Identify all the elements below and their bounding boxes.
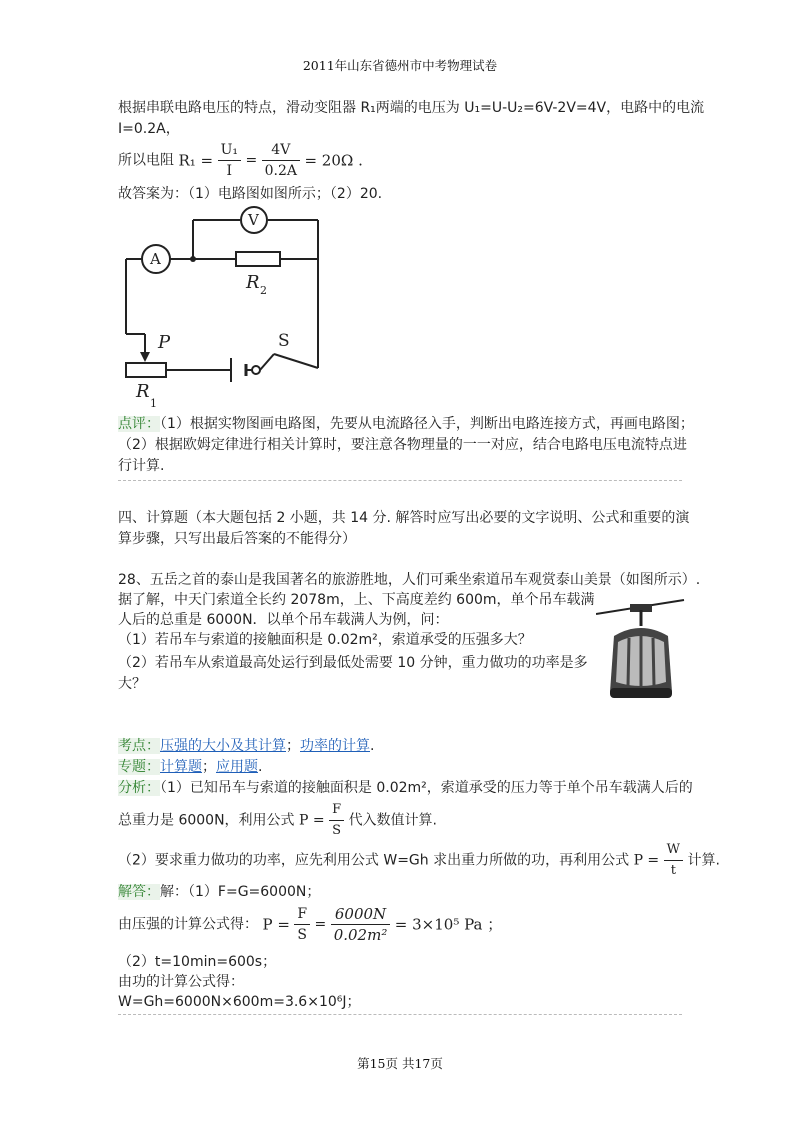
kaodian-sep: ； [286, 738, 300, 754]
fenxi-line-1 [118, 778, 693, 798]
fenxi-formula-p1: P = [299, 812, 325, 829]
fenxi-fraction-2 [664, 840, 683, 881]
jieda-tag: 解答： [118, 884, 160, 900]
kaodian-tag: 考点： [118, 738, 160, 754]
resistance-formula [118, 140, 363, 184]
zhuanti-sep: ； [202, 759, 216, 775]
question-line-6: 大？ [118, 676, 146, 692]
formula-fraction-2-num: 4V [262, 140, 300, 161]
fenxi-text-3b: 计算. [687, 852, 720, 869]
formula-lead: 所以电阻 [118, 152, 174, 169]
comment-tag: 点评： [118, 416, 160, 432]
fenxi-fraction-2-den: t [670, 863, 676, 878]
jieda-line-3: （2）t=10min=600s； [118, 954, 277, 970]
separator [118, 480, 682, 481]
formula-fraction-2 [262, 140, 300, 181]
jieda-line-1 [118, 882, 320, 902]
fenxi-fraction-1 [329, 800, 344, 841]
formula-fraction-1 [218, 140, 241, 181]
formula-result: = 20Ω . [304, 151, 363, 170]
kaodian-line [118, 736, 374, 756]
jieda-fraction-1-num: F [294, 904, 310, 925]
kaodian-link-power[interactable]: 功率的计算 [300, 738, 370, 754]
solution-line-2: I=0.2A， [118, 121, 180, 137]
fenxi-text-3a: （2）要求重力做功的功率，应先利用公式 W=Gh 求出重力所做的功，再利用公式 [118, 852, 630, 869]
question-line-2: 据了解，中天门索道全长约 2078m，上、下高度差约 600m，单个吊车载满 [118, 592, 595, 608]
comment-line-1 [118, 414, 694, 434]
page-footer: 第15页 共17页 [357, 1056, 443, 1071]
jieda-fraction-2-den: 0.02m² [333, 926, 388, 944]
formula-fraction-1-den: I [226, 163, 233, 179]
fenxi-tag: 分析： [118, 780, 160, 796]
resistor-r1 [126, 363, 166, 377]
switch-label: S [278, 331, 290, 351]
fenxi-fraction-1-num: F [329, 800, 344, 821]
resistor-r2-label: R [246, 272, 260, 293]
kaodian-link-pressure[interactable]: 压强的大小及其计算 [160, 738, 286, 754]
jieda-fraction-1 [294, 904, 310, 945]
kaodian-end: . [370, 738, 375, 754]
slider-arrow [140, 352, 150, 362]
jieda-text-1: 解：（1）F=G=6000N； [160, 884, 321, 900]
solution-line-1: 根据串联电路电压的特点，滑动变阻器 R₁两端的电压为 U₁=U-U₂=6V-2V=4V，电路中的电流 [118, 100, 705, 116]
fenxi-line-2 [118, 800, 437, 840]
cable-car-image [596, 596, 686, 708]
jieda-text-2a: 由压强的计算公式得： [118, 916, 258, 933]
fenxi-fraction-2-num: W [664, 840, 683, 861]
voltmeter-label: V [248, 211, 259, 229]
question-line-5: （2）若吊车从索道最高处运行到最低处需要 10 分钟，重力做功的功率是多 [118, 655, 588, 671]
zhuanti-link-calculation[interactable]: 计算题 [160, 759, 202, 775]
formula-lhs: R₁ = [178, 151, 214, 170]
separator-bottom [118, 1014, 682, 1015]
jieda-line-5: W=Gh=6000N×600m=3.6×10⁶J； [118, 994, 361, 1010]
answer-line: 故答案为：（1）电路图如图所示；（2）20. [118, 186, 383, 202]
formula-fraction-1-num: U₁ [218, 140, 241, 161]
section4-line-2: 算步骤，只写出最后答案的不能得分） [118, 531, 356, 547]
jieda-line-4: 由功的计算公式得： [118, 974, 244, 990]
jieda-line-2 [118, 904, 502, 950]
jieda-formula-eq: = [314, 916, 327, 933]
fenxi-text-1: （1）已知吊车与索道的接触面积是 0.02m²，索道承受的压力等于单个吊车载满人后的 [160, 780, 693, 796]
jieda-formula-result: = 3×10⁵ Pa ； [394, 915, 503, 934]
formula-fraction-2-den: 0.2A [264, 163, 297, 179]
section4-line-1: 四、计算题（本大题包括 2 小题，共 14 分. 解答时应写出必要的文字说明、公式和重要的演 [118, 510, 690, 526]
circuit-diagram [118, 204, 338, 412]
ammeter-label: A [150, 250, 161, 268]
resistor-r2 [236, 252, 280, 266]
fenxi-text-2a: 总重力是 6000N，利用公式 [118, 812, 295, 829]
question-line-4: （1）若吊车与索道的接触面积是 0.02m²，索道承受的压强多大？ [118, 632, 532, 648]
junction-dot [190, 256, 196, 262]
slider-label: P [158, 332, 171, 353]
question-line-1: 28、五岳之首的泰山是我国著名的旅游胜地，人们可乘坐索道吊车观赏泰山美景（如图所示）. [118, 572, 701, 588]
jieda-fraction-1-den: S [297, 927, 307, 943]
comment-text-1: （1）根据实物图画电路图，先要从电流路径入手，判断出电路连接方式，再画电路图； [160, 416, 694, 432]
zhuanti-tag: 专题： [118, 759, 160, 775]
zhuanti-line [118, 757, 262, 777]
zhuanti-end: . [258, 759, 263, 775]
switch-contact [252, 366, 260, 374]
resistor-r2-subscript: 2 [260, 284, 267, 297]
zhuanti-link-application[interactable]: 应用题 [216, 759, 258, 775]
jieda-fraction-2 [331, 904, 391, 945]
formula-eq: = [245, 152, 258, 169]
fenxi-line-3 [118, 840, 720, 880]
fenxi-text-2b: 代入数值计算. [348, 812, 438, 829]
fenxi-formula-p2: P = [633, 852, 660, 869]
resistor-r1-label: R [136, 381, 150, 402]
resistor-r1-subscript: 1 [150, 397, 157, 410]
jieda-formula-p: P = [262, 915, 290, 934]
fenxi-fraction-1-den: S [332, 823, 342, 838]
jieda-fraction-2-num: 6000N [331, 904, 391, 925]
comment-line-2: （2）根据欧姆定律进行相关计算时，要注意各物理量的一一对应，结合电路电压电流特点进 [118, 437, 687, 453]
page-header: 2011年山东省德州市中考物理试卷 [302, 58, 498, 73]
comment-line-3: 行计算. [118, 458, 165, 474]
question-line-3: 人后的总重是 6000N．以单个吊车载满人为例，问： [118, 612, 449, 628]
